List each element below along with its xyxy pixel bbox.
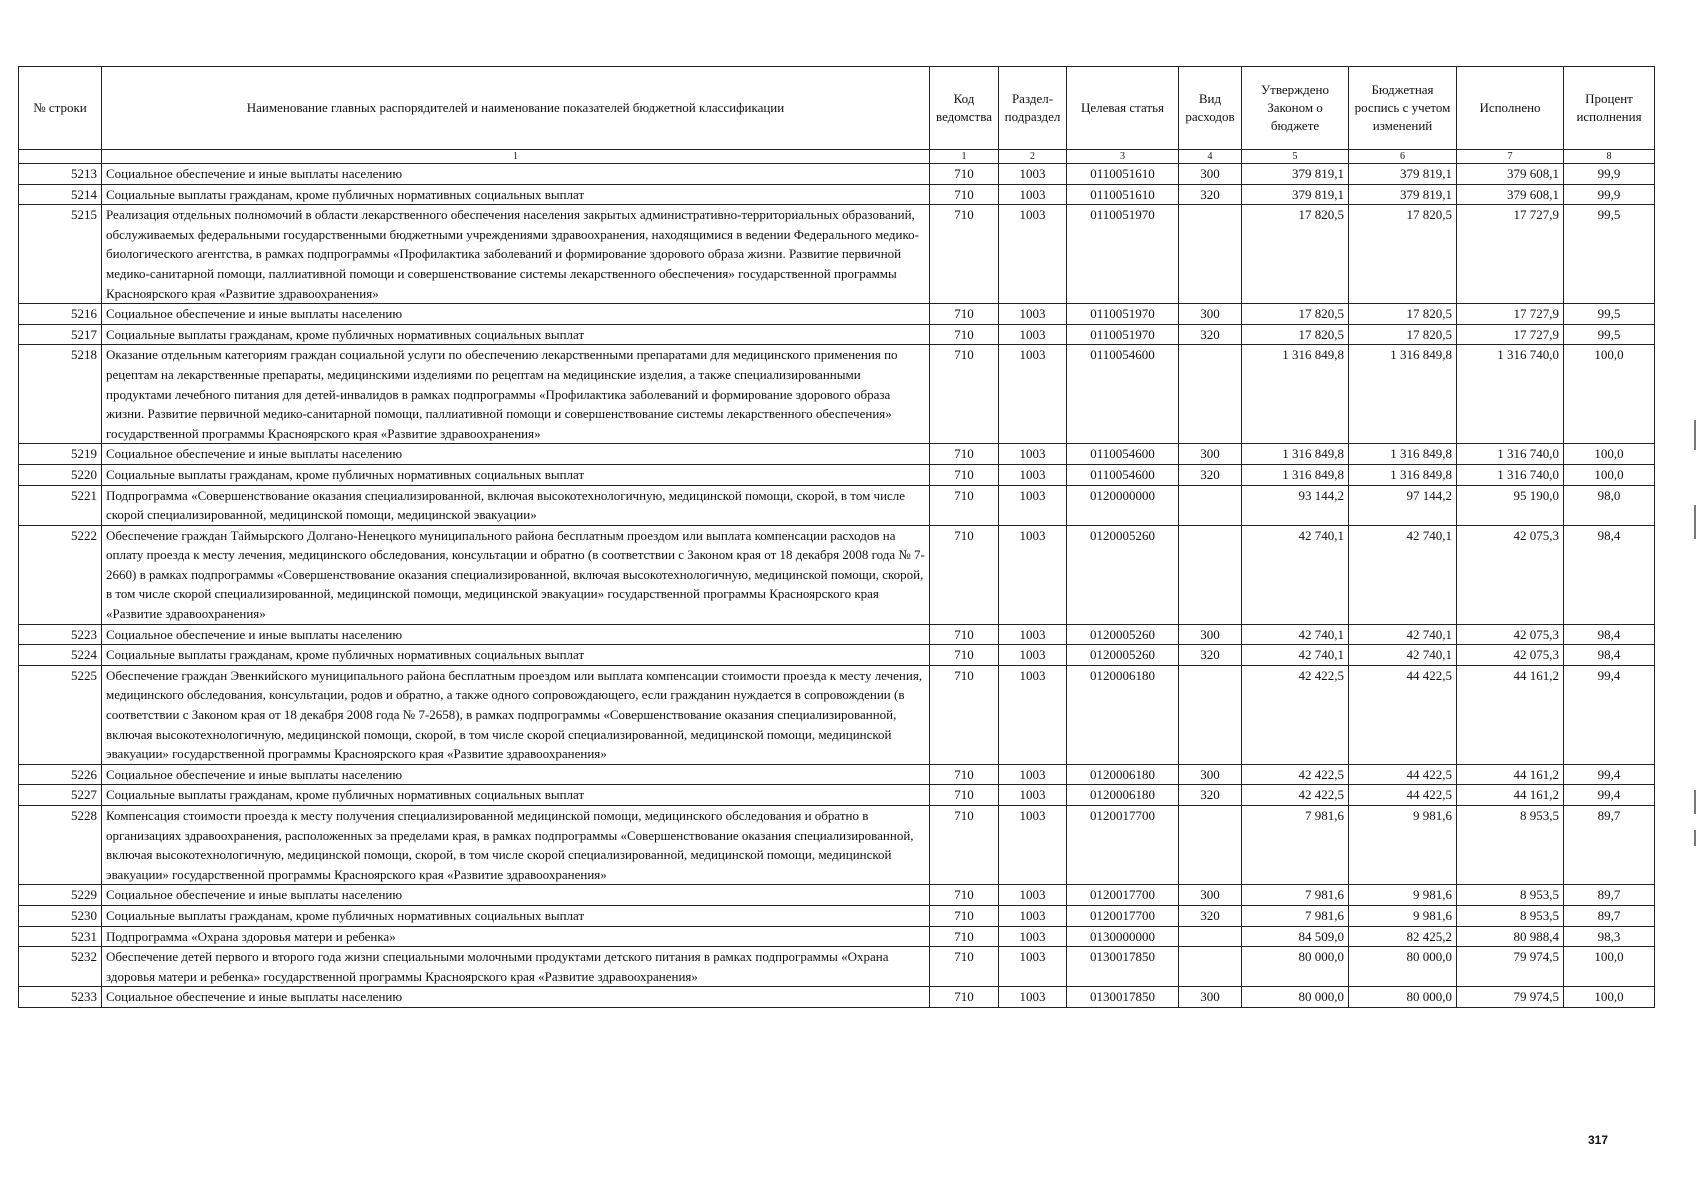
executed-amount: 1 316 740,0 bbox=[1457, 464, 1564, 485]
row-number: 5222 bbox=[19, 525, 102, 624]
row-name: Подпрограмма «Совершенствование оказания специализированной, включая высокотехнологичную, медицинской помощи, скорой, в том числе скорой специализированной, медицинской помощи, медицинской эвакуации» bbox=[102, 485, 930, 525]
department-code: 710 bbox=[930, 205, 999, 304]
executed-amount: 1 316 740,0 bbox=[1457, 444, 1564, 465]
target-article: 0130017850 bbox=[1067, 987, 1179, 1008]
schedule-amount: 1 316 849,8 bbox=[1349, 464, 1457, 485]
table-row bbox=[19, 987, 1655, 1008]
row-number: 5219 bbox=[19, 444, 102, 465]
target-article: 0120017700 bbox=[1067, 905, 1179, 926]
department-code: 710 bbox=[930, 926, 999, 947]
budget-sheet bbox=[18, 66, 1654, 1008]
column-number: 4 bbox=[1179, 150, 1242, 164]
approved-amount: 17 820,5 bbox=[1242, 205, 1349, 304]
approved-amount: 1 316 849,8 bbox=[1242, 444, 1349, 465]
approved-amount: 84 509,0 bbox=[1242, 926, 1349, 947]
department-code: 710 bbox=[930, 987, 999, 1008]
table-row bbox=[19, 444, 1655, 465]
department-code: 710 bbox=[930, 885, 999, 906]
target-article: 0110051610 bbox=[1067, 184, 1179, 205]
target-article: 0120005260 bbox=[1067, 525, 1179, 624]
column-number-row bbox=[19, 150, 1655, 164]
schedule-amount: 97 144,2 bbox=[1349, 485, 1457, 525]
target-article: 0120005260 bbox=[1067, 624, 1179, 645]
section-code: 1003 bbox=[999, 926, 1067, 947]
schedule-amount: 44 422,5 bbox=[1349, 665, 1457, 764]
header-approved: Утверждено Законом о бюджете bbox=[1242, 67, 1349, 150]
row-name: Социальные выплаты гражданам, кроме публичных нормативных социальных выплат bbox=[102, 905, 930, 926]
table-row bbox=[19, 905, 1655, 926]
row-number: 5215 bbox=[19, 205, 102, 304]
approved-amount: 7 981,6 bbox=[1242, 905, 1349, 926]
schedule-amount: 1 316 849,8 bbox=[1349, 444, 1457, 465]
expense-type: 320 bbox=[1179, 785, 1242, 806]
section-code: 1003 bbox=[999, 645, 1067, 666]
column-number: 8 bbox=[1564, 150, 1655, 164]
execution-percent: 89,7 bbox=[1564, 885, 1655, 906]
expense-type: 320 bbox=[1179, 324, 1242, 345]
table-row bbox=[19, 947, 1655, 987]
section-code: 1003 bbox=[999, 464, 1067, 485]
approved-amount: 17 820,5 bbox=[1242, 304, 1349, 325]
execution-percent: 100,0 bbox=[1564, 444, 1655, 465]
table-row bbox=[19, 345, 1655, 444]
scan-edge-mark bbox=[1694, 830, 1696, 846]
department-code: 710 bbox=[930, 164, 999, 185]
execution-percent: 99,5 bbox=[1564, 304, 1655, 325]
expense-type bbox=[1179, 665, 1242, 764]
row-name: Подпрограмма «Охрана здоровья матери и ребенка» bbox=[102, 926, 930, 947]
schedule-amount: 379 819,1 bbox=[1349, 164, 1457, 185]
expense-type: 300 bbox=[1179, 624, 1242, 645]
row-number: 5224 bbox=[19, 645, 102, 666]
approved-amount: 1 316 849,8 bbox=[1242, 464, 1349, 485]
schedule-amount: 9 981,6 bbox=[1349, 905, 1457, 926]
schedule-amount: 17 820,5 bbox=[1349, 205, 1457, 304]
expense-type: 320 bbox=[1179, 905, 1242, 926]
schedule-amount: 82 425,2 bbox=[1349, 926, 1457, 947]
expense-type: 300 bbox=[1179, 987, 1242, 1008]
row-number: 5213 bbox=[19, 164, 102, 185]
target-article: 0120006180 bbox=[1067, 665, 1179, 764]
execution-percent: 98,4 bbox=[1564, 624, 1655, 645]
header-expense-type: Вид расходов bbox=[1179, 67, 1242, 150]
row-number: 5218 bbox=[19, 345, 102, 444]
target-article: 0120017700 bbox=[1067, 885, 1179, 906]
execution-percent: 89,7 bbox=[1564, 905, 1655, 926]
department-code: 710 bbox=[930, 525, 999, 624]
schedule-amount: 17 820,5 bbox=[1349, 324, 1457, 345]
target-article: 0120006180 bbox=[1067, 785, 1179, 806]
schedule-amount: 80 000,0 bbox=[1349, 947, 1457, 987]
expense-type: 300 bbox=[1179, 444, 1242, 465]
table-row bbox=[19, 324, 1655, 345]
execution-percent: 98,4 bbox=[1564, 645, 1655, 666]
row-number: 5226 bbox=[19, 764, 102, 785]
table-row bbox=[19, 624, 1655, 645]
row-name: Обеспечение детей первого и второго года жизни специальными молочными продуктами детского питания в рамках подпрограммы «Охрана здоровья матери и ребенка» государственной программы Красноярского края «Развитие здравоохранения» bbox=[102, 947, 930, 987]
execution-percent: 98,4 bbox=[1564, 525, 1655, 624]
approved-amount: 1 316 849,8 bbox=[1242, 345, 1349, 444]
expense-type: 300 bbox=[1179, 764, 1242, 785]
target-article: 0120017700 bbox=[1067, 806, 1179, 885]
header-section: Раздел-подраздел bbox=[999, 67, 1067, 150]
executed-amount: 42 075,3 bbox=[1457, 525, 1564, 624]
column-number bbox=[19, 150, 102, 164]
section-code: 1003 bbox=[999, 164, 1067, 185]
execution-percent: 99,9 bbox=[1564, 164, 1655, 185]
row-number: 5223 bbox=[19, 624, 102, 645]
section-code: 1003 bbox=[999, 785, 1067, 806]
expense-type bbox=[1179, 485, 1242, 525]
row-name: Социальное обеспечение и иные выплаты населению bbox=[102, 164, 930, 185]
table-row bbox=[19, 764, 1655, 785]
approved-amount: 42 740,1 bbox=[1242, 525, 1349, 624]
column-number: 1 bbox=[102, 150, 930, 164]
execution-percent: 98,3 bbox=[1564, 926, 1655, 947]
header-executed: Исполнено bbox=[1457, 67, 1564, 150]
target-article: 0110054600 bbox=[1067, 345, 1179, 444]
executed-amount: 8 953,5 bbox=[1457, 905, 1564, 926]
schedule-amount: 379 819,1 bbox=[1349, 184, 1457, 205]
table-row bbox=[19, 785, 1655, 806]
section-code: 1003 bbox=[999, 324, 1067, 345]
department-code: 710 bbox=[930, 345, 999, 444]
section-code: 1003 bbox=[999, 624, 1067, 645]
executed-amount: 379 608,1 bbox=[1457, 164, 1564, 185]
section-code: 1003 bbox=[999, 987, 1067, 1008]
row-number: 5227 bbox=[19, 785, 102, 806]
executed-amount: 95 190,0 bbox=[1457, 485, 1564, 525]
execution-percent: 99,4 bbox=[1564, 785, 1655, 806]
target-article: 0110051610 bbox=[1067, 164, 1179, 185]
approved-amount: 379 819,1 bbox=[1242, 184, 1349, 205]
department-code: 710 bbox=[930, 645, 999, 666]
executed-amount: 79 974,5 bbox=[1457, 947, 1564, 987]
department-code: 710 bbox=[930, 304, 999, 325]
executed-amount: 17 727,9 bbox=[1457, 304, 1564, 325]
target-article: 0110051970 bbox=[1067, 324, 1179, 345]
header-name: Наименование главных распорядителей и наименование показателей бюджетной классификации bbox=[102, 67, 930, 150]
department-code: 710 bbox=[930, 184, 999, 205]
table-row bbox=[19, 205, 1655, 304]
table-row bbox=[19, 304, 1655, 325]
department-code: 710 bbox=[930, 444, 999, 465]
approved-amount: 7 981,6 bbox=[1242, 885, 1349, 906]
section-code: 1003 bbox=[999, 205, 1067, 304]
schedule-amount: 17 820,5 bbox=[1349, 304, 1457, 325]
table-row bbox=[19, 164, 1655, 185]
target-article: 0120000000 bbox=[1067, 485, 1179, 525]
row-number: 5232 bbox=[19, 947, 102, 987]
row-number: 5220 bbox=[19, 464, 102, 485]
executed-amount: 80 988,4 bbox=[1457, 926, 1564, 947]
table-row bbox=[19, 806, 1655, 885]
row-number: 5233 bbox=[19, 987, 102, 1008]
section-code: 1003 bbox=[999, 304, 1067, 325]
row-name: Обеспечение граждан Таймырского Долгано-Ненецкого муниципального района бесплатным проездом или выплата компенсации расходов на оплату проезда к месту лечения, медицинского обследования, консультации и обратно (в соответствии с Законом края от 18 декабря 2008 года № 7-2660) в рамках подпрограммы «Совершенствование оказания специализированной, включая высокотехнологичную, медицинской помощи, скорой, в том числе скорой специализированной, медицинской помощи, медицинской эвакуации» государственной программы Красноярского края «Развитие здравоохранения» bbox=[102, 525, 930, 624]
executed-amount: 17 727,9 bbox=[1457, 324, 1564, 345]
table-row bbox=[19, 926, 1655, 947]
department-code: 710 bbox=[930, 806, 999, 885]
header-department-code: Код ведомства bbox=[930, 67, 999, 150]
table-row bbox=[19, 885, 1655, 906]
section-code: 1003 bbox=[999, 444, 1067, 465]
column-number: 6 bbox=[1349, 150, 1457, 164]
expense-type bbox=[1179, 947, 1242, 987]
expense-type: 320 bbox=[1179, 464, 1242, 485]
department-code: 710 bbox=[930, 905, 999, 926]
execution-percent: 99,9 bbox=[1564, 184, 1655, 205]
row-name: Социальные выплаты гражданам, кроме публичных нормативных социальных выплат bbox=[102, 785, 930, 806]
budget-table bbox=[18, 66, 1655, 1008]
expense-type bbox=[1179, 525, 1242, 624]
execution-percent: 89,7 bbox=[1564, 806, 1655, 885]
approved-amount: 93 144,2 bbox=[1242, 485, 1349, 525]
row-number: 5216 bbox=[19, 304, 102, 325]
section-code: 1003 bbox=[999, 885, 1067, 906]
row-name: Оказание отдельным категориям граждан социальной услуги по обеспечению лекарственными препаратами для медицинского применения по рецептам на лекарственные препараты, медицинскими изделиями по рецептам на медицинские изделия, а также специализированными продуктами лечебного питания для детей-инвалидов в рамках подпрограммы «Профилактика заболеваний и формирование здорового образа жизни. Развитие первичной медико-санитарной помощи, паллиативной помощи и совершенствование системы лекарственного обеспечения» государственной программы Красноярского края «Развитие здравоохранения» bbox=[102, 345, 930, 444]
executed-amount: 8 953,5 bbox=[1457, 885, 1564, 906]
row-number: 5231 bbox=[19, 926, 102, 947]
approved-amount: 42 422,5 bbox=[1242, 785, 1349, 806]
row-name: Социальное обеспечение и иные выплаты населению bbox=[102, 987, 930, 1008]
row-number: 5214 bbox=[19, 184, 102, 205]
execution-percent: 100,0 bbox=[1564, 345, 1655, 444]
department-code: 710 bbox=[930, 324, 999, 345]
column-number: 2 bbox=[999, 150, 1067, 164]
target-article: 0120006180 bbox=[1067, 764, 1179, 785]
row-number: 5229 bbox=[19, 885, 102, 906]
row-name: Социальные выплаты гражданам, кроме публичных нормативных социальных выплат bbox=[102, 645, 930, 666]
schedule-amount: 44 422,5 bbox=[1349, 764, 1457, 785]
schedule-amount: 42 740,1 bbox=[1349, 645, 1457, 666]
schedule-amount: 80 000,0 bbox=[1349, 987, 1457, 1008]
target-article: 0110054600 bbox=[1067, 444, 1179, 465]
target-article: 0110051970 bbox=[1067, 304, 1179, 325]
section-code: 1003 bbox=[999, 947, 1067, 987]
execution-percent: 98,0 bbox=[1564, 485, 1655, 525]
row-name: Социальное обеспечение и иные выплаты населению bbox=[102, 885, 930, 906]
section-code: 1003 bbox=[999, 525, 1067, 624]
column-number: 5 bbox=[1242, 150, 1349, 164]
header-row bbox=[19, 67, 1655, 150]
executed-amount: 42 075,3 bbox=[1457, 645, 1564, 666]
row-number: 5221 bbox=[19, 485, 102, 525]
row-number: 5230 bbox=[19, 905, 102, 926]
execution-percent: 100,0 bbox=[1564, 947, 1655, 987]
executed-amount: 8 953,5 bbox=[1457, 806, 1564, 885]
expense-type bbox=[1179, 806, 1242, 885]
schedule-amount: 44 422,5 bbox=[1349, 785, 1457, 806]
table-row bbox=[19, 645, 1655, 666]
department-code: 710 bbox=[930, 624, 999, 645]
approved-amount: 42 422,5 bbox=[1242, 665, 1349, 764]
expense-type bbox=[1179, 205, 1242, 304]
target-article: 0130017850 bbox=[1067, 947, 1179, 987]
table-row bbox=[19, 464, 1655, 485]
expense-type: 300 bbox=[1179, 304, 1242, 325]
schedule-amount: 9 981,6 bbox=[1349, 885, 1457, 906]
table-row bbox=[19, 525, 1655, 624]
section-code: 1003 bbox=[999, 764, 1067, 785]
row-number: 5225 bbox=[19, 665, 102, 764]
column-number: 1 bbox=[930, 150, 999, 164]
execution-percent: 99,5 bbox=[1564, 205, 1655, 304]
expense-type bbox=[1179, 345, 1242, 444]
schedule-amount: 1 316 849,8 bbox=[1349, 345, 1457, 444]
expense-type: 320 bbox=[1179, 184, 1242, 205]
column-number: 7 bbox=[1457, 150, 1564, 164]
target-article: 0110054600 bbox=[1067, 464, 1179, 485]
row-name: Социальное обеспечение и иные выплаты населению bbox=[102, 304, 930, 325]
section-code: 1003 bbox=[999, 485, 1067, 525]
approved-amount: 80 000,0 bbox=[1242, 987, 1349, 1008]
row-name: Компенсация стоимости проезда к месту получения специализированной медицинской помощи, медицинского обследования и обратно в организациях здравоохранения, расположенных за пределами края, в рамках подпрограммы «Совершенствование оказания специализированной, включая высокотехнологичную, медицинской помощи, скорой, в том числе скорой специализированной, медицинской помощи, медицинской эвакуации» государственной программы Красноярского края «Развитие здравоохранения» bbox=[102, 806, 930, 885]
execution-percent: 99,5 bbox=[1564, 324, 1655, 345]
header-target-article: Целевая статья bbox=[1067, 67, 1179, 150]
row-name: Социальные выплаты гражданам, кроме публичных нормативных социальных выплат bbox=[102, 464, 930, 485]
approved-amount: 7 981,6 bbox=[1242, 806, 1349, 885]
approved-amount: 42 422,5 bbox=[1242, 764, 1349, 785]
executed-amount: 44 161,2 bbox=[1457, 785, 1564, 806]
department-code: 710 bbox=[930, 485, 999, 525]
page-number: 317 bbox=[1588, 1133, 1609, 1147]
table-row bbox=[19, 665, 1655, 764]
header-row-number: № строки bbox=[19, 67, 102, 150]
table-row bbox=[19, 485, 1655, 525]
executed-amount: 44 161,2 bbox=[1457, 764, 1564, 785]
row-name: Социальные выплаты гражданам, кроме публичных нормативных социальных выплат bbox=[102, 324, 930, 345]
section-code: 1003 bbox=[999, 345, 1067, 444]
expense-type bbox=[1179, 926, 1242, 947]
executed-amount: 44 161,2 bbox=[1457, 665, 1564, 764]
execution-percent: 99,4 bbox=[1564, 764, 1655, 785]
schedule-amount: 42 740,1 bbox=[1349, 525, 1457, 624]
executed-amount: 379 608,1 bbox=[1457, 184, 1564, 205]
executed-amount: 79 974,5 bbox=[1457, 987, 1564, 1008]
header-percent: Процент исполнения bbox=[1564, 67, 1655, 150]
execution-percent: 100,0 bbox=[1564, 987, 1655, 1008]
approved-amount: 379 819,1 bbox=[1242, 164, 1349, 185]
row-name: Социальные выплаты гражданам, кроме публичных нормативных социальных выплат bbox=[102, 184, 930, 205]
expense-type: 300 bbox=[1179, 885, 1242, 906]
scan-edge-mark bbox=[1694, 505, 1696, 539]
row-name: Социальное обеспечение и иные выплаты населению bbox=[102, 624, 930, 645]
executed-amount: 42 075,3 bbox=[1457, 624, 1564, 645]
target-article: 0130000000 bbox=[1067, 926, 1179, 947]
row-number: 5228 bbox=[19, 806, 102, 885]
expense-type: 320 bbox=[1179, 645, 1242, 666]
schedule-amount: 9 981,6 bbox=[1349, 806, 1457, 885]
department-code: 710 bbox=[930, 785, 999, 806]
column-number: 3 bbox=[1067, 150, 1179, 164]
department-code: 710 bbox=[930, 464, 999, 485]
approved-amount: 17 820,5 bbox=[1242, 324, 1349, 345]
section-code: 1003 bbox=[999, 806, 1067, 885]
target-article: 0110051970 bbox=[1067, 205, 1179, 304]
row-name: Социальное обеспечение и иные выплаты населению bbox=[102, 764, 930, 785]
department-code: 710 bbox=[930, 665, 999, 764]
executed-amount: 17 727,9 bbox=[1457, 205, 1564, 304]
execution-percent: 100,0 bbox=[1564, 464, 1655, 485]
row-name: Обеспечение граждан Эвенкийского муниципального района бесплатным проездом или выплата компенсации стоимости проезда к месту лечения, медицинского обследования, консультации, родов и обратно, а также одного сопровождающего, если гражданин нуждается в сопровождении (в соответствии с Законом края от 18 декабря 2008 года № 7-2658), в рамках подпрограммы «Совершенствование оказания специализированной, включая высокотехнологичную, медицинской помощи, скорой, в том числе скорой специализированной, медицинской помощи, медицинской эвакуации» государственной программы Красноярского края «Развитие здравоохранения» bbox=[102, 665, 930, 764]
department-code: 710 bbox=[930, 947, 999, 987]
department-code: 710 bbox=[930, 764, 999, 785]
approved-amount: 42 740,1 bbox=[1242, 624, 1349, 645]
header-budget-schedule: Бюджетная роспись с учетом изменений bbox=[1349, 67, 1457, 150]
table-body bbox=[19, 164, 1655, 1008]
row-number: 5217 bbox=[19, 324, 102, 345]
expense-type: 300 bbox=[1179, 164, 1242, 185]
executed-amount: 1 316 740,0 bbox=[1457, 345, 1564, 444]
section-code: 1003 bbox=[999, 905, 1067, 926]
section-code: 1003 bbox=[999, 184, 1067, 205]
row-name: Реализация отдельных полномочий в области лекарственного обеспечения населения закрытых административно-территориальных образований, обслуживаемых федеральными государственными бюджетными учреждениями здравоохранения, находящимися в ведении Федерального медико-биологического агентства, в рамках подпрограммы «Профилактика заболеваний и формирование здорового образа жизни. Развитие первичной медико-санитарной помощи, паллиативной помощи и совершенствование системы лекарственного обеспечения» государственной программы Красноярского края «Развитие здравоохранения» bbox=[102, 205, 930, 304]
table-row bbox=[19, 184, 1655, 205]
row-name: Социальное обеспечение и иные выплаты населению bbox=[102, 444, 930, 465]
scan-edge-mark bbox=[1694, 420, 1696, 450]
execution-percent: 99,4 bbox=[1564, 665, 1655, 764]
target-article: 0120005260 bbox=[1067, 645, 1179, 666]
section-code: 1003 bbox=[999, 665, 1067, 764]
approved-amount: 42 740,1 bbox=[1242, 645, 1349, 666]
schedule-amount: 42 740,1 bbox=[1349, 624, 1457, 645]
scan-edge-mark bbox=[1694, 790, 1696, 814]
approved-amount: 80 000,0 bbox=[1242, 947, 1349, 987]
